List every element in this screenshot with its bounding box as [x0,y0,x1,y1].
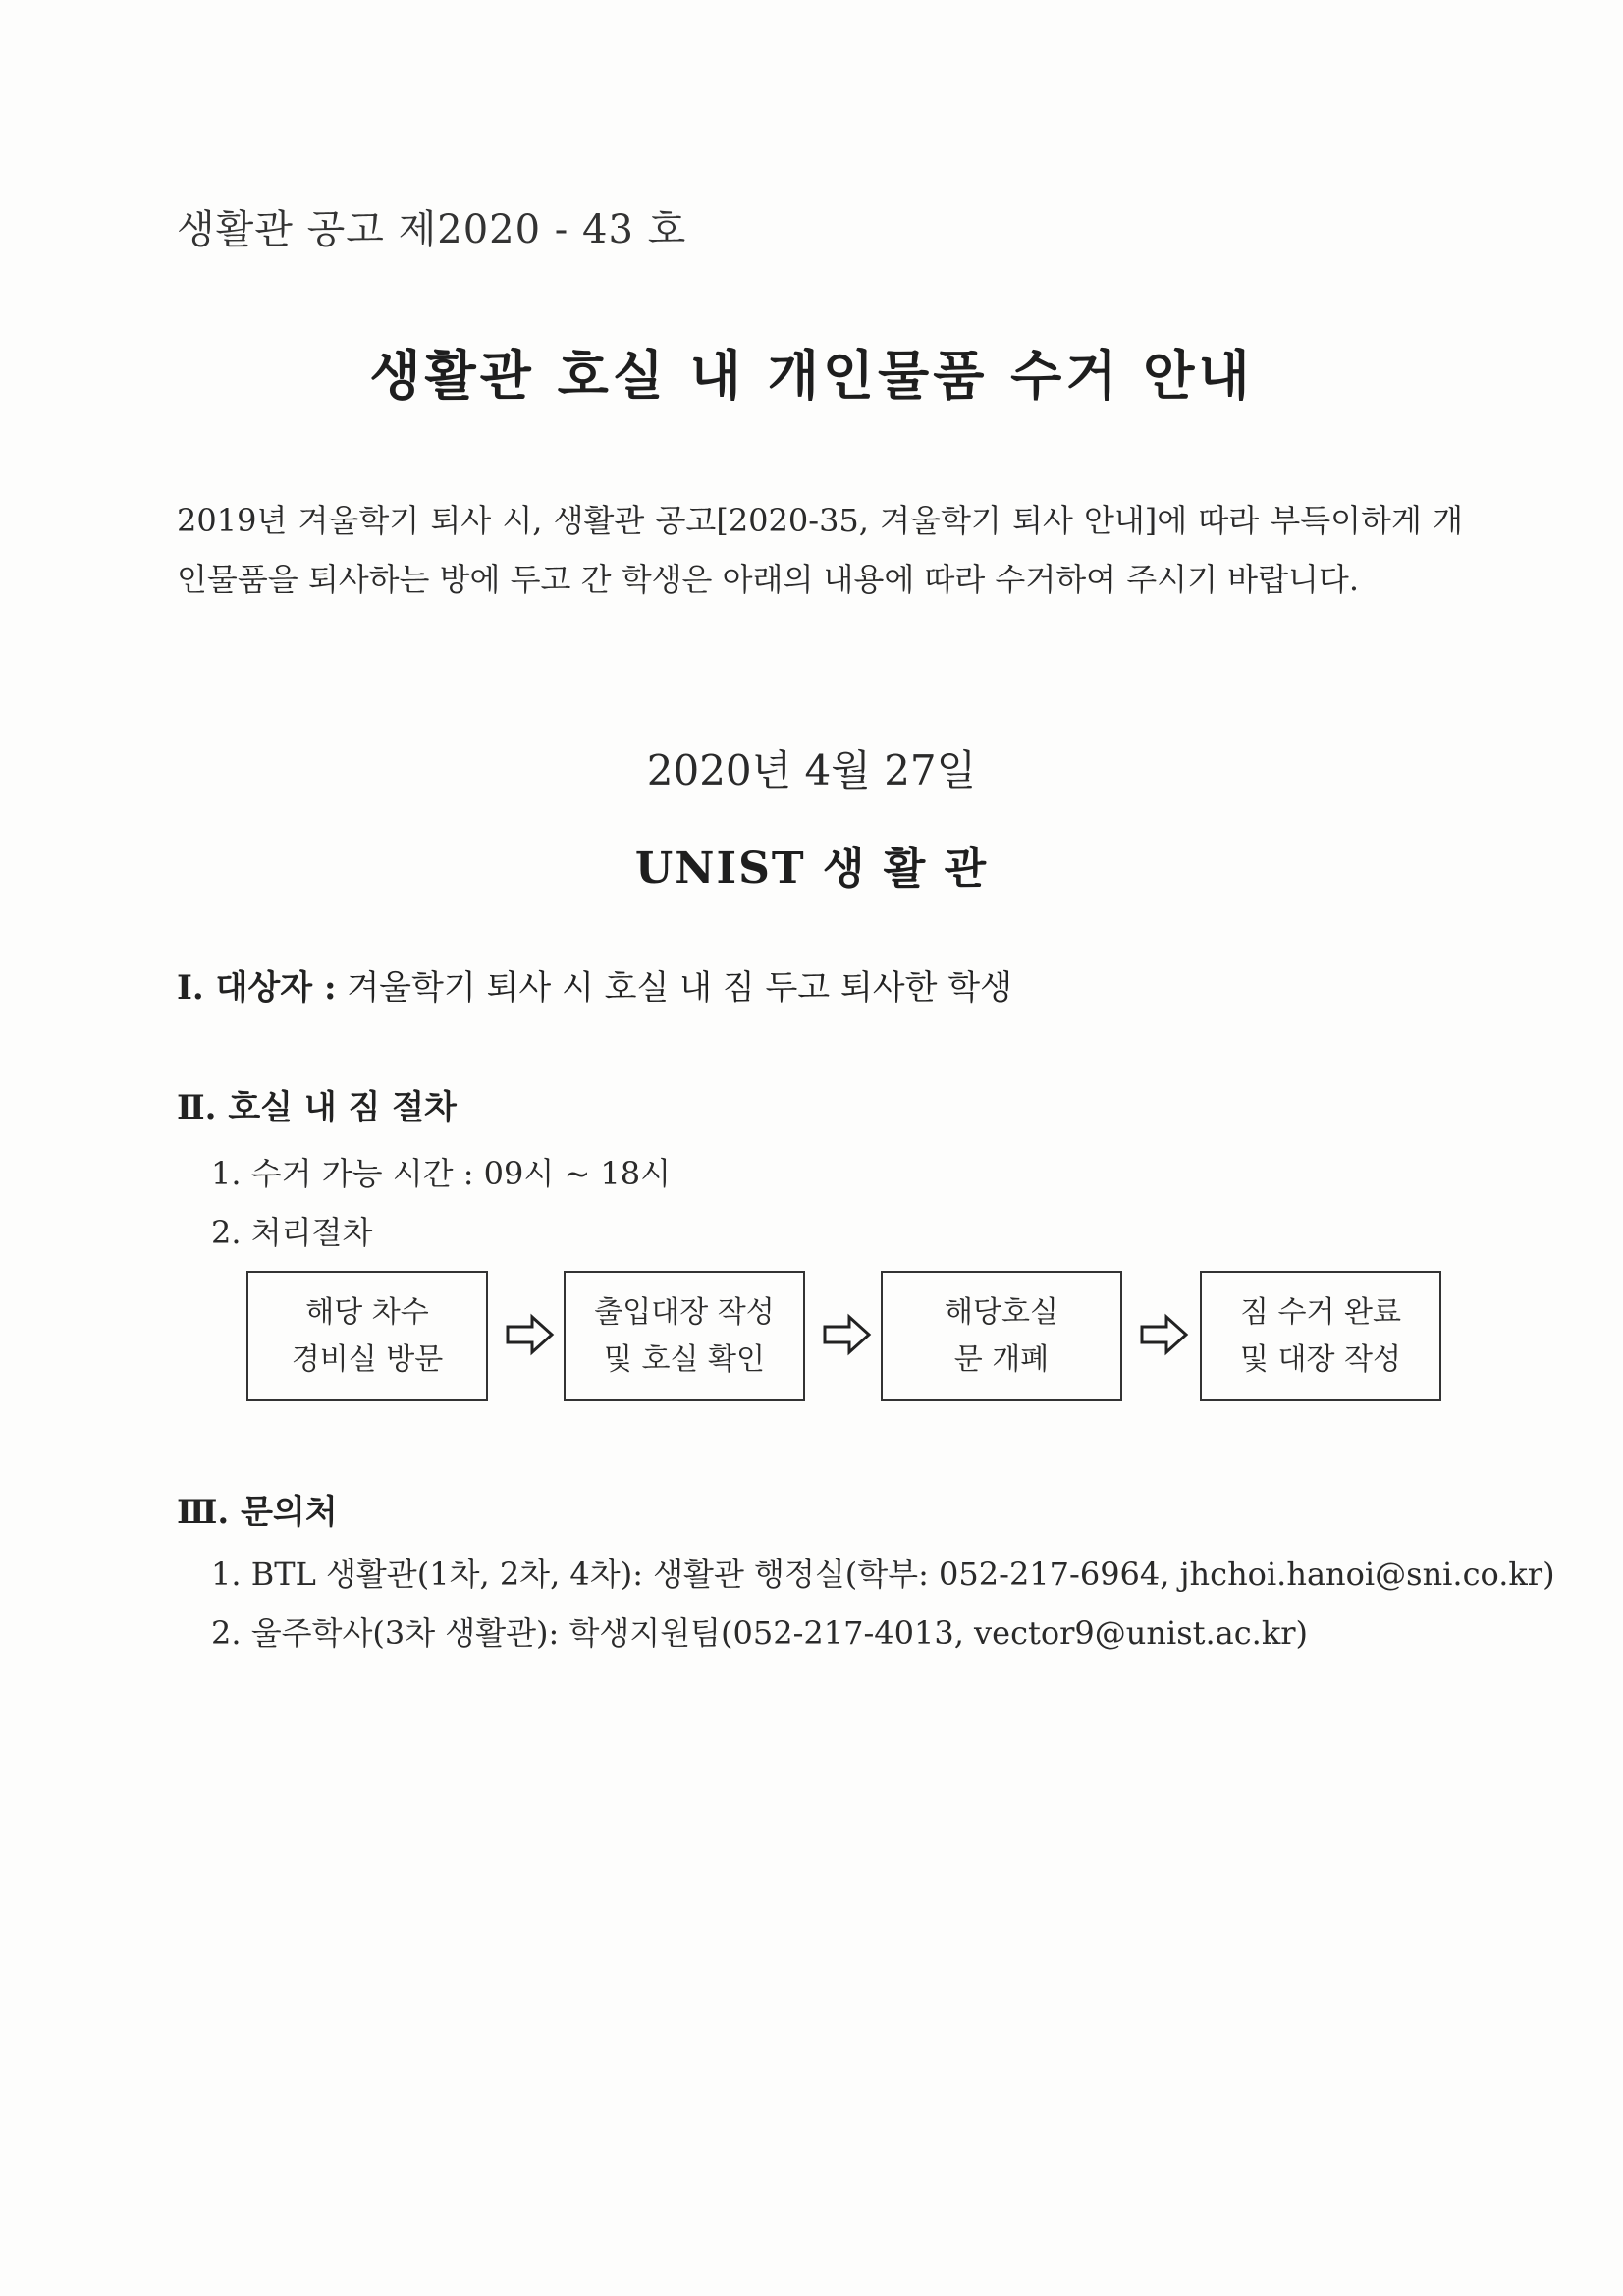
step-line: 경비실 방문 [291,1341,444,1377]
step-line: 및 대장 작성 [1240,1341,1401,1377]
section3-heading: Ⅲ. 문의처 [177,1493,338,1532]
procedure-step-4 [1200,1271,1441,1401]
procedure-step-2 [564,1271,805,1401]
right-arrow-icon [1139,1312,1190,1357]
step-line: 해당 차수 [305,1294,429,1330]
section-target-students [177,960,1012,1009]
contact-ulju: 2. 울주학사(3차 생활관): 학생지원팀(052-217-4013, vector9@unist.ac.kr) [211,1614,1309,1652]
section1-text: 겨울학기 퇴사 시 호실 내 짐 두고 퇴사한 학생 [347,968,1012,1008]
step-line: 해당호실 [945,1294,1058,1330]
contact-btl: 1. BTL 생활관(1차, 2차, 4차): 생활관 행정실(학부: 052-217-6964, jhchoi.hanoi@sni.co.kr) [211,1556,1555,1593]
procedure-step-3 [881,1271,1122,1401]
section1-heading: Ⅰ. 대상자 : [177,968,337,1008]
right-arrow-icon [822,1312,873,1357]
step-line: 및 호실 확인 [604,1341,765,1377]
step-line: 짐 수거 완료 [1240,1294,1401,1330]
intro-paragraph: 2019년 겨울학기 퇴사 시, 생활관 공고[2020-35, 겨울학기 퇴사 안내]에 따라 부득이하게 개인물품을 퇴사하는 방에 두고 간 학생은 아래의 내용에 따라 수거하여 주시기 바랍니다. [177,502,1463,598]
step-line: 문 개폐 [953,1341,1050,1377]
right-arrow-icon [505,1312,556,1357]
notice-date: 2020년 4월 27일 [646,746,977,794]
issuer-name: UNIST 생 활 관 [634,844,989,894]
procedure-step-1 [246,1271,488,1401]
pickup-hours: 1. 수거 가능 시간 : 09시 ~ 18시 [211,1155,672,1192]
document-title: 생활관 호실 내 개인물품 수거 안내 [369,344,1254,407]
notice-number: 생활관 공고 제2020 - 43 호 [177,207,687,252]
procedure-label: 2. 처리절차 [211,1214,373,1251]
step-line: 출입대장 작성 [594,1294,775,1330]
section2-heading: Ⅱ. 호실 내 짐 절차 [177,1088,457,1127]
